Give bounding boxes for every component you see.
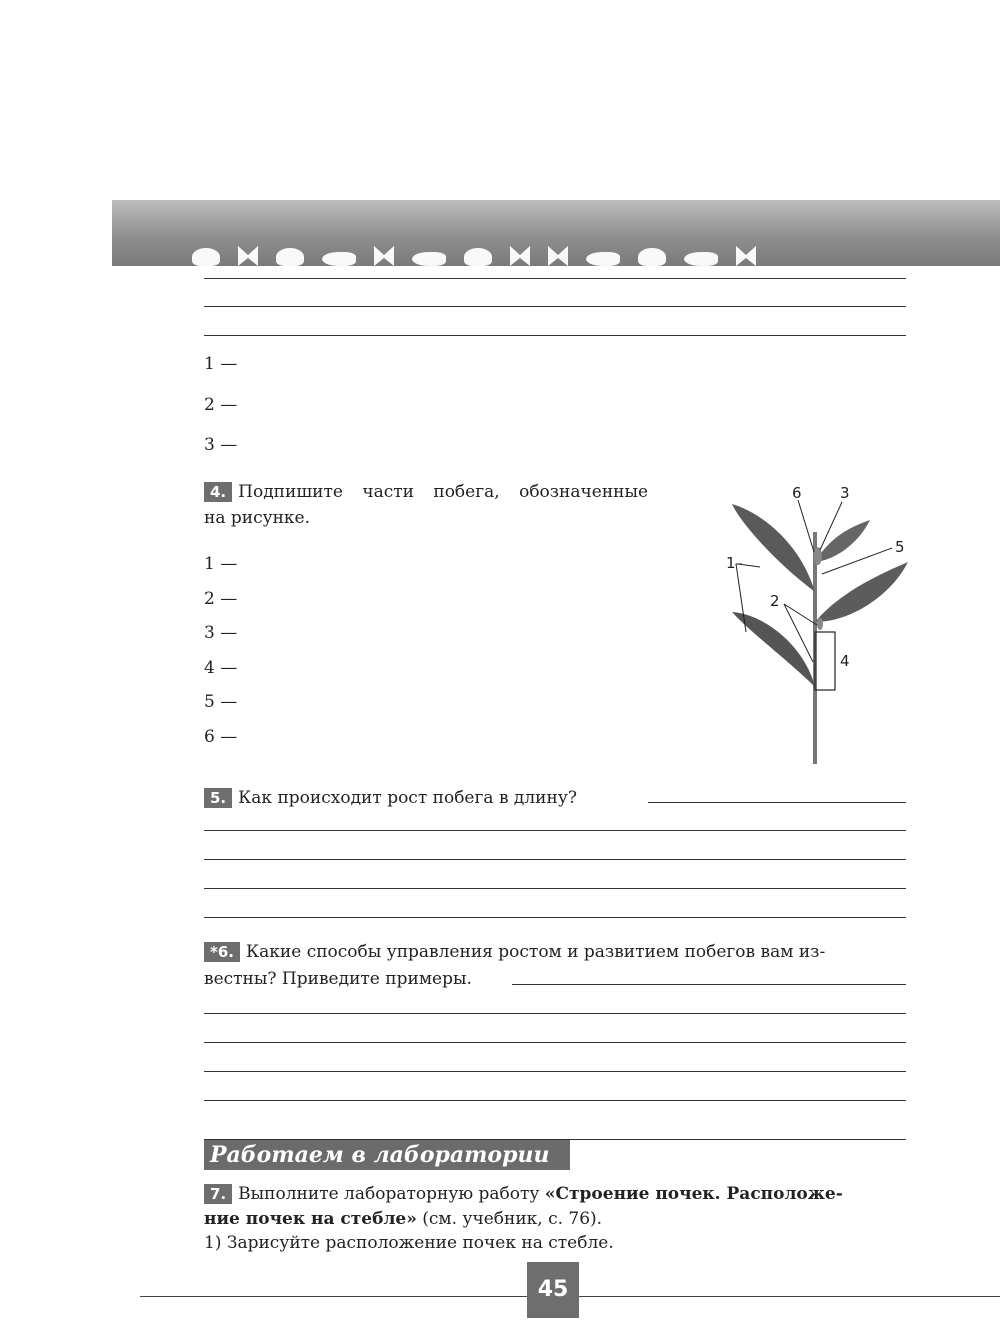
answer-line[interactable] <box>204 1100 906 1101</box>
task-5 <box>204 786 577 810</box>
task-text: Выполните лабораторную работу <box>238 1184 545 1204</box>
list-item: 1 — <box>204 554 238 574</box>
leaf <box>815 520 870 562</box>
task-4-line2: на рисунке. <box>204 508 311 528</box>
list-item: 3 — <box>204 435 238 455</box>
page-number: 45 <box>527 1262 579 1318</box>
scorpion-icon <box>276 248 304 266</box>
figure-label: 4 <box>840 652 850 670</box>
answer-line[interactable] <box>204 1071 906 1072</box>
figure-label: 5 <box>895 538 905 556</box>
answer-line[interactable] <box>204 830 906 831</box>
boar-icon <box>586 252 620 266</box>
insect-icon <box>548 246 568 266</box>
figure-label: 6 <box>792 484 802 502</box>
figure-label: 1 <box>726 554 736 572</box>
list-item: 6 — <box>204 727 238 747</box>
answer-line[interactable] <box>204 306 906 307</box>
bird-icon <box>684 252 718 266</box>
moose-icon <box>464 248 492 266</box>
internode-bracket <box>815 632 835 690</box>
bird-icon <box>374 246 394 266</box>
task-number: 5. <box>204 788 232 808</box>
task-title: ние почек на стебле» <box>204 1209 417 1229</box>
list-item: 4 — <box>204 658 238 678</box>
answer-line[interactable] <box>204 278 906 279</box>
list-item: 5 — <box>204 692 238 712</box>
list-item: 2 — <box>204 395 238 415</box>
task-4-line1 <box>204 480 700 504</box>
figure-label: 3 <box>840 484 850 502</box>
task-7-step1: 1) Зарисуйте расположение почек на стебле. <box>204 1233 614 1253</box>
horse-icon <box>322 252 356 266</box>
task-6-line2: вестны? Приведите примеры. <box>204 969 472 989</box>
answer-line[interactable] <box>648 802 906 803</box>
animal-silhouettes <box>192 240 892 266</box>
terminal-bud <box>814 547 822 565</box>
axillary-bud <box>817 618 823 630</box>
task-6-line1 <box>204 940 825 964</box>
answer-line[interactable] <box>204 859 906 860</box>
answer-line[interactable] <box>204 335 906 336</box>
answer-line[interactable] <box>204 1042 906 1043</box>
butterfly-icon <box>238 246 258 266</box>
leaf <box>732 504 815 592</box>
butterfly-icon <box>736 246 756 266</box>
figure-label: 2 <box>770 592 780 610</box>
task-text: Как происходит рост побега в длину? <box>238 788 577 808</box>
task-text: (см. учебник, с. 76). <box>416 1209 603 1229</box>
answer-line[interactable] <box>512 984 906 985</box>
list-item: 1 — <box>204 354 238 374</box>
answer-line[interactable] <box>204 917 906 918</box>
task-title: «Строение почек. Расположе- <box>544 1184 843 1204</box>
task-number: 7. <box>204 1184 232 1204</box>
task-text: Какие способы управления ростом и развитием побегов вам из- <box>245 942 826 962</box>
task-number: 4. <box>204 482 232 502</box>
task-number: *6. <box>204 942 240 962</box>
shoot-figure <box>720 482 920 764</box>
answer-line[interactable] <box>204 888 906 889</box>
lab-section-header: Работаем в лаборатории <box>204 1140 570 1170</box>
answer-line[interactable] <box>204 1013 906 1014</box>
list-item: 3 — <box>204 623 238 643</box>
heron-icon <box>510 246 530 266</box>
kangaroo-icon <box>638 248 666 266</box>
task-text: Подпишите части побега, обозначенные <box>238 482 649 502</box>
animal-icon <box>192 248 220 266</box>
task-7-line1 <box>204 1182 843 1206</box>
dolphin-icon <box>412 252 446 266</box>
top-banner <box>112 200 1000 266</box>
list-item: 2 — <box>204 589 238 609</box>
task-7-line2 <box>204 1207 602 1231</box>
